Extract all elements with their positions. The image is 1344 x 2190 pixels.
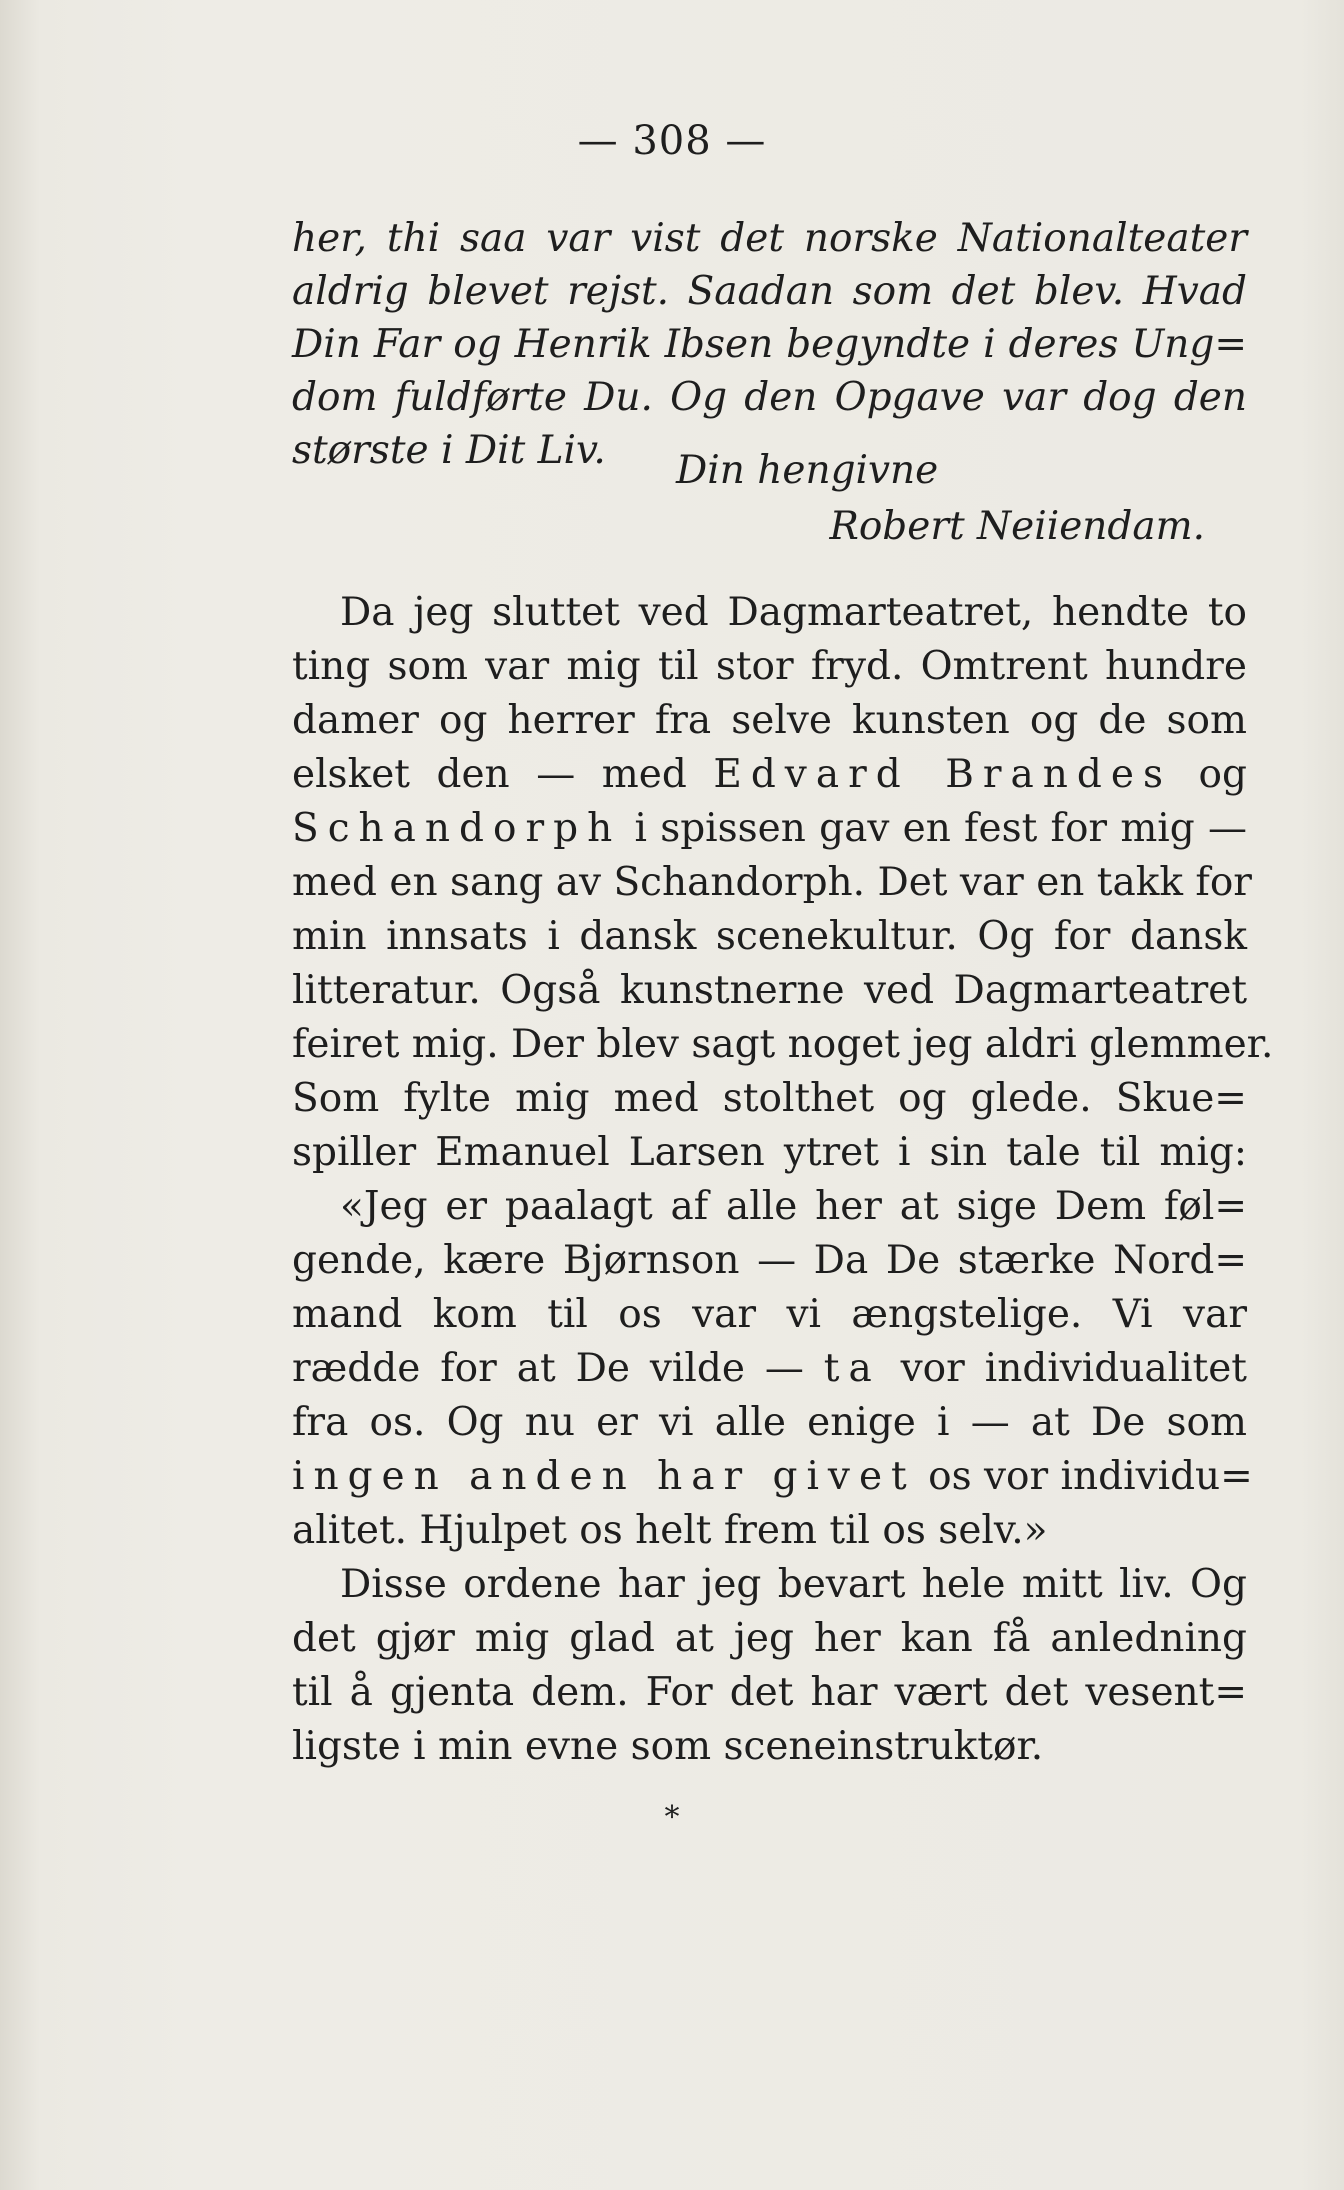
- body-line: det gjør mig glad at jeg her kan få anledning: [292, 1616, 1247, 1661]
- page-number: — 308 —: [577, 118, 767, 164]
- letter-line: aldrig blevet rejst. Saadan som det blev. Hvad: [292, 269, 1247, 314]
- body-last-line: ligste i min evne som sceneinstruktør.: [292, 1724, 1044, 1769]
- quote-line-ingen: [292, 1450, 1253, 1504]
- spaced-phrase-ingen: ingen anden har givet: [292, 1454, 916, 1499]
- letter-line: dom fuldførte Du. Og den Opgave var dog den: [292, 375, 1247, 420]
- quote-line: gende, kære Bjørnson — Da De stærke Nord=: [292, 1238, 1247, 1283]
- text-run: vor individualitet: [880, 1346, 1247, 1391]
- quote-last-line: alitet. Hjulpet os helt frem til os selv.»: [292, 1508, 1048, 1553]
- body-line: Da jeg sluttet ved Dagmarteatret, hendte to: [340, 590, 1247, 635]
- letter-line: her, thi saa var vist det norske Nationalteater: [292, 216, 1247, 261]
- letter-last-line: største i Dit Liv.: [292, 428, 606, 473]
- letter-closing: Din hengivne: [676, 448, 939, 493]
- body-line: litteratur. Også kunstnerne ved Dagmarteatret: [292, 968, 1247, 1013]
- body-line-schandorph: [292, 802, 1247, 856]
- quote-line: fra os. Og nu er vi alle enige i — at De som: [292, 1400, 1247, 1445]
- body-line-brandes: [292, 748, 1247, 802]
- section-asterisk: *: [664, 1800, 680, 1835]
- text-run: og: [1172, 752, 1248, 797]
- body-line: min innsats i dansk scenekultur. Og for dansk: [292, 914, 1247, 959]
- body-line: feiret mig. Der blev sagt noget jeg aldri glemmer.: [292, 1022, 1274, 1067]
- quote-line: mand kom til os var vi ængstelige. Vi var: [292, 1292, 1247, 1337]
- text-run: os vor individu=: [915, 1454, 1253, 1499]
- letter-line: Din Far og Henrik Ibsen begyndte i deres Ung=: [292, 322, 1247, 367]
- body-line: med en sang av Schandorph. Det var en takk for: [292, 860, 1252, 905]
- body-line: spiller Emanuel Larsen ytret i sin tale til mig:: [292, 1130, 1247, 1175]
- body-line: Som fylte mig med stolthet og glede. Skue=: [292, 1076, 1247, 1121]
- body-line: Disse ordene har jeg bevart hele mitt liv. Og: [340, 1562, 1247, 1607]
- text-run: elsket den — med: [292, 752, 714, 797]
- body-line: damer og herrer fra selve kunsten og de som: [292, 698, 1247, 743]
- quote-line: «Jeg er paalagt af alle her at sige Dem føl=: [340, 1184, 1247, 1229]
- spaced-word-ta: ta: [823, 1346, 881, 1391]
- text-run: rædde for at De vilde —: [292, 1346, 824, 1391]
- letter-signature: Robert Neiiendam.: [829, 504, 1205, 549]
- text-run: i spissen gav en fest for mig —: [621, 806, 1247, 851]
- body-line: til å gjenta dem. For det har vært det vesent=: [292, 1670, 1247, 1715]
- quote-line-ta: [292, 1342, 1247, 1396]
- body-line: ting som var mig til stor fryd. Omtrent hundre: [292, 644, 1247, 689]
- spaced-name-schandorph: Schandorph: [292, 806, 622, 851]
- spaced-name-brandes: Edvard Brandes: [713, 752, 1172, 797]
